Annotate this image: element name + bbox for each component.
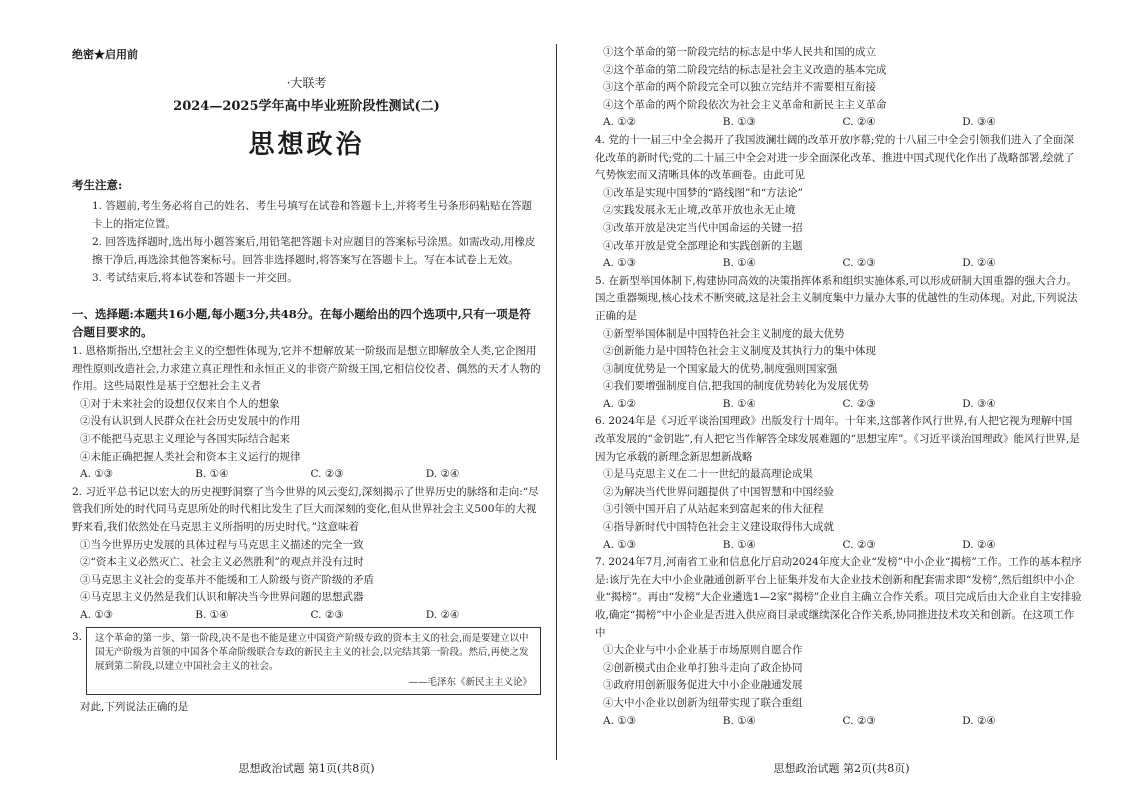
- choice-b: B. ①④: [722, 257, 756, 270]
- page-footer-left: 思想政治试题 第1页(共8页): [238, 762, 375, 775]
- statement-option: ③这个革命的两个阶段完全可以独立完结并不需要相互衔接: [603, 81, 876, 94]
- statement-option: ①当今世界历史发展的具体过程与马克思主义描述的完全一致: [80, 538, 364, 551]
- statement-option: ③马克思主义社会的变革并不能缓和工人阶级与资产阶级的矛盾: [80, 573, 374, 586]
- choice-c: C. ②③: [842, 397, 876, 410]
- answer-choices: [72, 466, 541, 484]
- statement-option: ①是马克思主义在二十一世纪的最高理论成果: [603, 468, 813, 481]
- notice-title: 考生注意:: [72, 178, 123, 192]
- question-stem: 6. 2024年是《习近平谈治国理政》出版发行十周年。十年来,这部著作风行世界,有人把它视为理解中国改革发展的“金钥匙”,有人把它当作解答全球发展难题的“思想宝库”。《习近平谈治国理政》能风行世界,是因为它承载的新理念新思想新战略: [595, 415, 1080, 463]
- answer-choices: [595, 114, 1082, 132]
- choice-d: D. ②④: [962, 714, 996, 727]
- choice-d: D. ②④: [962, 257, 996, 270]
- quote-box: [86, 627, 541, 695]
- subject-title: 思想政治: [248, 130, 365, 160]
- statement-option: ②没有认识到人民群众在社会历史发展中的作用: [80, 415, 301, 428]
- page-right: [561, 0, 1122, 794]
- choice-d: D. ③④: [962, 116, 996, 129]
- question-4: [595, 132, 1082, 273]
- quote-source: ——毛泽东《新民主主义论》: [408, 676, 532, 688]
- question-2: [72, 484, 541, 625]
- secret-label: 绝密★启用前: [72, 48, 138, 61]
- statement-option: ③政府用创新服务促进大中小企业融通发展: [603, 679, 803, 692]
- question-ask: 对此,下列说法正确的是: [80, 700, 189, 713]
- page-footer-right: 思想政治试题 第2页(共8页): [773, 762, 910, 775]
- statement-option: ①改革是实现中国梦的“路线图”和“方法论”: [603, 186, 803, 199]
- answer-choices: [595, 537, 1082, 555]
- statement-option: ④大中小企业以创新为纽带实现了联合重组: [603, 696, 803, 709]
- choice-d: D. ②④: [962, 538, 996, 551]
- statement-option: ②这个革命的第二阶段完结的标志是社会主义改造的基本完成: [603, 63, 887, 76]
- choice-a: A. ①③: [80, 608, 114, 621]
- question-stem: 2. 习近平总书记以宏大的历史视野洞察了当今世界的风云变幻,深刻揭示了世界历史的脉络和走向:“尽管我们所处的时代同马克思所处的时代相比发生了巨大而深刻的变化,但从世界社会主义500年的大视野来看,我们依然处在马克思主义所指明的历史时代。”这意味着: [72, 485, 539, 533]
- choice-b: B. ①③: [722, 116, 756, 129]
- statement-option: ④未能正确把握人类社会和资本主义运行的规律: [80, 450, 301, 463]
- statement-option: ②为解决当代世界问题提供了中国智慧和中国经验: [603, 485, 834, 498]
- statement-option: ①大企业与中小企业基于市场原则自愿合作: [603, 644, 803, 657]
- choice-c: C. ②③: [310, 468, 344, 481]
- question-7: [595, 554, 1082, 730]
- question-6: [595, 413, 1082, 554]
- choice-a: A. ①③: [603, 538, 637, 551]
- statement-option: ④改革开放是党全部理论和实践创新的主题: [603, 239, 803, 252]
- statement-option: ②“资本主义必然灭亡、社会主义必然胜利”的观点并没有过时: [80, 556, 364, 569]
- choice-c: C. ②③: [842, 714, 876, 727]
- choice-c: C. ②③: [842, 257, 876, 270]
- question-3-start: [72, 625, 541, 717]
- question-number: 3.: [72, 630, 83, 643]
- choice-d: D. ③④: [962, 397, 996, 410]
- choice-c: C. ②③: [842, 538, 876, 551]
- statement-option: ③改革开放是决定当代中国命运的关键一招: [603, 221, 803, 234]
- choice-b: B. ①④: [195, 608, 229, 621]
- choice-a: A. ①③: [603, 714, 637, 727]
- statement-option: ④这个革命的两个阶段依次为社会主义革命和新民主主义革命: [603, 98, 887, 111]
- exam-org: ·大联考: [286, 76, 327, 90]
- choice-d: D. ②④: [425, 608, 460, 621]
- choice-a: A. ①③: [80, 468, 114, 481]
- notice-block: [72, 177, 541, 287]
- choice-b: B. ①④: [722, 714, 756, 727]
- statement-option: ④我们要增强制度自信,把我国的制度优势转化为发展优势: [603, 380, 869, 393]
- choice-c: C. ②④: [842, 116, 876, 129]
- question-1: [72, 343, 541, 484]
- choice-a: A. ①②: [603, 116, 637, 129]
- notice-item: 3. 考试结束后,将本试卷和答题卡一并交回。: [92, 272, 298, 284]
- answer-choices: [72, 607, 541, 625]
- notice-item: 2. 回答选择题时,选出每小题答案后,用铅笔把答题卡对应题目的答案标号涂黑。如需改动,用橡皮擦干净后,再选涂其他答案标号。回答非选择题时,将答案写在答题卡上。写在本试卷上无效。: [92, 236, 536, 266]
- question-3-options: [595, 44, 1082, 132]
- choice-a: A. ①②: [603, 397, 637, 410]
- choice-d: D. ②④: [425, 468, 460, 481]
- answer-choices: [595, 255, 1082, 273]
- exam-title: 2024—2025学年高中毕业班阶段性测试(二): [173, 99, 440, 114]
- question-stem: 4. 党的十一届三中全会揭开了我国波澜壮阔的改革开放序幕;党的十八届三中全会引领我们进入了全面深化改革的新时代;党的二十届三中全会对进一步全面深化改革、推进中国式现代化作出了战略部署,绘就了气势恢宏而又清晰具体的改革画卷。由此可见: [595, 133, 1075, 182]
- statement-option: ②创新能力是中国特色社会主义制度及其执行力的集中体现: [603, 345, 876, 358]
- answer-choices: [595, 396, 1082, 414]
- question-stem: 5. 在新型举国体制下,构建协同高效的决策指挥体系和组织实施体系,可以形成研制大国重器的强大合力。国之重器频现,核心技术不断突破,这是社会主义制度集中力量办大事的优越性的生动体现。对此,下列说法正确的是: [595, 274, 1078, 322]
- question-5: [595, 273, 1082, 414]
- statement-option: ①新型举国体制是中国特色社会主义制度的最大优势: [603, 327, 845, 340]
- choice-c: C. ②③: [310, 608, 344, 621]
- statement-option: ①这个革命的第一阶段完结的标志是中华人民共和国的成立: [603, 46, 876, 58]
- section-heading: 一、选择题:本题共16小题,每小题3分,共48分。在每小题给出的四个选项中,只有一项是符合题目要求的。: [72, 307, 531, 339]
- statement-option: ①对于未来社会的设想仅仅来自个人的想象: [80, 397, 280, 410]
- statement-option: ④指导新时代中国特色社会主义建设取得伟大成就: [603, 521, 834, 534]
- statement-option: ②实践发展永无止境,改革开放也永无止境: [603, 204, 796, 217]
- quote-text: 这个革命的第一步、第一阶段,决不是也不能是建立中国资产阶级专政的资本主义的社会,而是要建立以中国无产阶级为首领的中国各个革命阶级联合专政的新民主主义的社会,以完结其第一阶段。然后,再使之发展到第二阶段,以建立中国社会主义的社会。: [95, 632, 529, 672]
- statement-option: ③引领中国开启了从站起来到富起来的伟大征程: [603, 503, 824, 516]
- choice-b: B. ①④: [722, 397, 756, 410]
- question-stem: 7. 2024年7月,河南省工业和信息化厅启动2024年度大企业“发榜”中小企业“揭榜”工作。工作的基本程序是:该厅先在大中小企业融通创新平台上征集并发布大企业技术创新和配套需求即“发榜”,然后组织中小企业“揭榜”。再由“发榜”大企业遴选1—2家“揭榜”企业自主确立合作关系。项目完成后由大企业自主安排验收,确定“揭榜”中小企业是否进入供应商目录或继续深化合作关系,协同推进技术攻关和创新。在这项工作中: [595, 556, 1082, 639]
- answer-choices: [595, 713, 1082, 731]
- statement-option: ④马克思主义仍然是我们认识和解决当今世界问题的思想武器: [80, 591, 364, 604]
- choice-b: B. ①④: [195, 468, 229, 481]
- choice-b: B. ①④: [722, 538, 756, 551]
- question-stem: 1. 恩格斯指出,空想社会主义的空想性体现为,它并不想解放某一阶级而是想立即解放全人类,它企图用理性原则改造社会,力求建立真正理性和永恒正义的非资产阶级王国,它相信佼佼者、偶然的天才人物的作用。这些局限性是基于空想社会主义者: [72, 345, 541, 393]
- statement-option: ③制度优势是一个国家最大的优势,制度强则国家强: [603, 362, 838, 375]
- choice-a: A. ①③: [603, 257, 637, 270]
- statement-option: ③不能把马克思主义理论与各国实际结合起来: [80, 432, 290, 445]
- notice-item: 1. 答题前,考生务必将自己的姓名、考生号填写在试卷和答题卡上,并将考生号条形码粘贴在答题卡上的指定位置。: [92, 200, 533, 230]
- statement-option: ②创新模式由企业单打独斗走向了政企协同: [603, 661, 803, 674]
